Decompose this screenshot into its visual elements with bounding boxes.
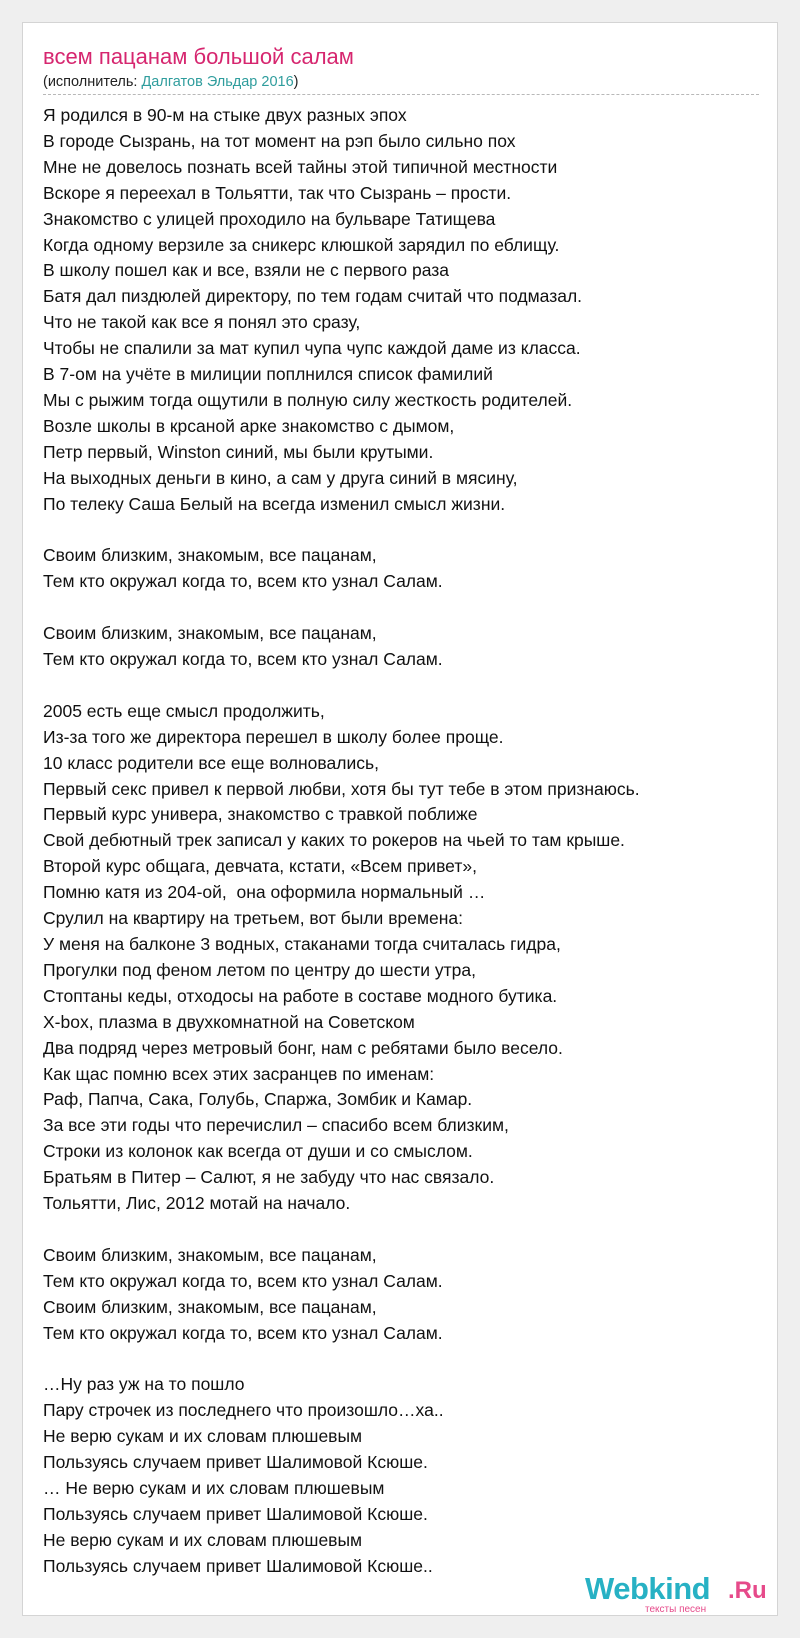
lyrics-card [22,22,778,1616]
lyrics-line: В городе Сызрань, на тот момент на рэп было сильно пох [43,130,516,151]
lyrics-line: Петр первый, Winston синий, мы были крутыми. [43,441,434,462]
artist-line [43,74,299,90]
lyrics-line: Стоптаны кеды, отходосы на работе в составе модного бутика. [43,985,558,1006]
lyrics-line: Когда одному верзиле за сникерс клюшкой зарядил по еблищу. [43,234,560,255]
lyrics-line: Тем кто окружал когда то, всем кто узнал Салам. [43,649,443,670]
lyrics-line: Что не такой как все я понял это сразу, [43,312,361,333]
lyrics-line: Знакомство с улицей проходило на бульваре Татищева [43,208,496,229]
logo-domain: .Ru [728,1577,767,1604]
lyrics-line: Свой дебютный трек записал у каких то рокеров на чьей то там крыше. [43,830,625,851]
lyrics-line: Возле школы в крсаной арке знакомство с дымом, [43,415,455,436]
lyrics-blank-line [43,1347,759,1373]
lyrics-line: Срулил на квартиру на третьем, вот были времена: [43,908,463,929]
lyrics-line: Строки из колонок как всегда от души и со смыслом. [43,1141,473,1162]
lyrics-line: … Не верю сукам и их словам плюшевым [43,1478,385,1499]
lyrics-blank-line [43,595,759,621]
lyrics-line: Прогулки под феном летом по центру до шести утра, [43,959,476,980]
lyrics-line: Братьям в Питер – Салют, я не забуду что нас связало. [43,1167,495,1188]
lyrics-line: У меня на балконе 3 водных, стаканами тогда считалась гидра, [43,934,561,954]
lyrics-line: За все эти годы что перечислил – спасибо всем близким, [43,1115,509,1136]
lyrics-line: Я родился в 90-м на стыке двух разных эпох [43,105,407,125]
logo-word: Webkind [585,1571,711,1606]
artist-prefix: (исполнитель: [43,74,142,90]
lyrics-line: Не верю сукам и их словам плюшевым [43,1426,363,1447]
lyrics-line: Чтобы не спалили за мат купил чупа чупс каждой даме из класса. [43,338,581,359]
lyrics-line: Первый секс привел к первой любви, хотя бы тут тебе в этом признаюсь. [43,778,640,799]
site-logo[interactable] [585,1571,775,1615]
lyrics-line: Вскоре я переехал в Тольятти, так что Сызрань – прости. [43,182,512,203]
lyrics-line: Тем кто окружал когда то, всем кто узнал Салам. [43,571,443,592]
lyrics-line: Помню катя из 204-ой, она оформила нормальный … [43,882,486,903]
lyrics-line: Из-за того же директора перешел в школу более проще. [43,726,504,747]
lyrics-line: Мы с рыжим тогда ощутили в полную силу жесткость родителей. [43,389,573,410]
lyrics-text [43,103,759,1580]
lyrics-line: Не верю сукам и их словам плюшевым [43,1529,363,1550]
lyrics-line: Пользуясь случаем привет Шалимовой Ксюше.. [43,1555,433,1576]
lyrics-line: Своим близким, знакомым, все пацанам, [43,1296,377,1317]
artist-link[interactable]: Далгатов Эльдар 2016 [141,74,294,90]
lyrics-blank-line [43,518,759,544]
lyrics-line: Мне не довелось познать всей тайны этой типичной местности [43,156,558,177]
lyrics-line: Пользуясь случаем привет Шалимовой Ксюше. [43,1503,428,1524]
song-title: всем пацанам большой салам [43,44,354,69]
lyrics-line: По телеку Саша Белый на всегда изменил смысл жизни. [43,493,506,514]
lyrics-line: На выходных деньги в кино, а сам у друга синий в мясину, [43,467,518,488]
title-divider [43,94,759,95]
lyrics-line: Тем кто окружал когда то, всем кто узнал Салам. [43,1270,443,1291]
lyrics-line: Второй курс общага, девчата, кстати, «Всем привет», [43,856,477,877]
lyrics-line: 10 класс родители все еще волновались, [43,752,379,773]
lyrics-line: Своим близким, знакомым, все пацанам, [43,545,377,566]
lyrics-line: Своим близким, знакомым, все пацанам, [43,1244,377,1265]
artist-suffix: ) [293,74,299,90]
lyrics-line: В школу пошел как и все, взяли не с первого раза [43,260,450,281]
logo-tagline: тексты песен [645,1604,707,1615]
lyrics-line: Пару строчек из последнего что произошло…ха.. [43,1400,444,1421]
lyrics-line: В 7-ом на учёте в милиции поплнился список фамилий [43,364,493,385]
lyrics-line: Батя дал пиздюлей директору, по тем годам считай что подмазал. [43,286,583,307]
lyrics-line: Первый курс универа, знакомство с травкой поближе [43,804,478,825]
lyrics-blank-line [43,673,759,699]
lyrics-line: Своим близким, знакомым, все пацанам, [43,623,377,644]
lyrics-line: Тольятти, Лис, 2012 мотай на начало. [43,1193,351,1214]
lyrics-line: X-box, плазма в двухкомнатной на Советском [43,1011,415,1032]
lyrics-line: 2005 есть еще смысл продолжить, [43,700,325,721]
lyrics-line: Раф, Папча, Сака, Голубь, Спаржа, Зомбик и Камар. [43,1089,473,1110]
lyrics-line: Тем кто окружал когда то, всем кто узнал Салам. [43,1322,443,1343]
lyrics-line: Пользуясь случаем привет Шалимовой Ксюше. [43,1452,428,1473]
lyrics-line: Как щас помню всех этих засранцев по именам: [43,1063,435,1084]
lyrics-line: Два подряд через метровый бонг, нам с ребятами было весело. [43,1037,563,1058]
lyrics-line: …Ну раз уж на то пошло [43,1374,245,1395]
lyrics-blank-line [43,1217,759,1243]
